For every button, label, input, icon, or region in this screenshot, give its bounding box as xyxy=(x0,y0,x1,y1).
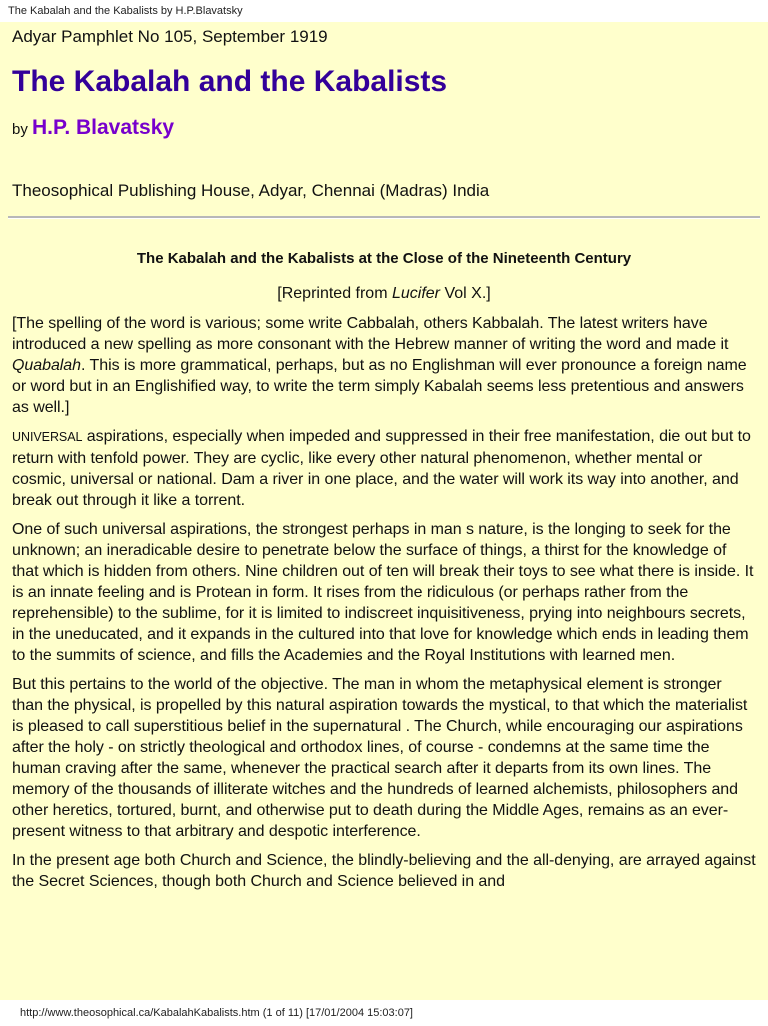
paragraph-text: [The spelling of the word is various; some write Cabbalah, others Kabbalah. The latest writers have introduced a new spelling as more consonant with the Hebrew manner of writing the word and made it xyxy=(12,315,729,353)
publisher-line: Theosophical Publishing House, Adyar, Chennai (Madras) India xyxy=(12,181,490,200)
paragraph-aspirations: One of such universal aspirations, the strongest perhaps in man s nature, is the longing to seek for the unknown; an ineradicable desire to penetrate below the surface of things, a thirst for the knowledge of that which is hidden from others. Nine children out of ten will break their toys to see what there is inside. It is an innate feeling and is Protean in form. It rises from the ridiculous (or perhaps rather from the reprehensible) to the sublime, for it is limited to indiscreet inquisitiveness, prying into neighbours secrets, in the uneducated, and it expands in the cultured into that love for knowledge which ends in leading them to the summits of science, and fills the Academies and the Royal Institutions with learned men. xyxy=(12,521,754,664)
paragraph-text: aspirations, especially when impeded and suppressed in their free manifestation, die out but to return with tenfold power. They are cyclic, like every other natural phenomenon, whether mental or cosmic, universal or national. Dam a river in one place, and the water will work its way into another, and break out through it like a torrent. xyxy=(12,428,751,509)
pamphlet-line: Adyar Pamphlet No 105, September 1919 xyxy=(12,27,328,46)
paragraph-text: . This is more grammatical, perhaps, but as no Englishman will ever pronounce a foreign name or word but in an Englishified way, to write the term simply Kabalah seems less pretentious and answers as well.] xyxy=(12,357,747,416)
author-name: H.P. Blavatsky xyxy=(32,116,175,139)
paragraph-spelling-note xyxy=(12,313,756,418)
document-content xyxy=(0,26,768,892)
emphasized-term: Quabalah xyxy=(12,357,81,374)
page-title: The Kabalah and the Kabalists xyxy=(12,65,448,98)
document-page xyxy=(0,22,768,1000)
horizontal-divider xyxy=(8,216,760,219)
byline-prefix: by xyxy=(12,121,28,138)
reprint-suffix: Vol X.] xyxy=(440,285,491,302)
smallcaps-lead: UNIVERSAL xyxy=(12,430,83,444)
paragraph-universal xyxy=(12,426,756,511)
paragraph-present-age: In the present age both Church and Science, the blindly-believing and the all-denying, are arrayed against the Secret Sciences, though both Church and Science believed in and xyxy=(12,852,756,890)
section-subtitle: The Kabalah and the Kabalists at the Close of the Nineteenth Century xyxy=(136,250,632,267)
print-header: The Kabalah and the Kabalists by H.P.Blavatsky xyxy=(0,0,768,22)
reprint-note xyxy=(12,283,756,305)
print-footer-url: http://www.theosophical.ca/KabalahKabalists.htm (1 of 11) [17/01/2004 15:03:07] xyxy=(0,1000,768,1024)
byline xyxy=(12,114,756,144)
paragraph-objective: But this pertains to the world of the objective. The man in whom the metaphysical element is stronger than the physical, is propelled by this natural aspiration towards the mystical, to that which the materialist is pleased to call superstitious belief in the supernatural . The Church, while encouraging our aspirations after the holy - on strictly theological and orthodox lines, of course - condemns at the same time the human craving after the same, whenever the practical search after it departs from its own lines. The memory of the thousands of illiterate witches and the hundreds of learned alchemists, philosophers and other heretics, tortured, burnt, and otherwise put to death during the Middle Ages, remains as an ever-present witness to that arbitrary and despotic interference. xyxy=(12,676,748,840)
journal-name: Lucifer xyxy=(391,285,441,302)
reprint-prefix: [Reprinted from xyxy=(277,285,392,302)
